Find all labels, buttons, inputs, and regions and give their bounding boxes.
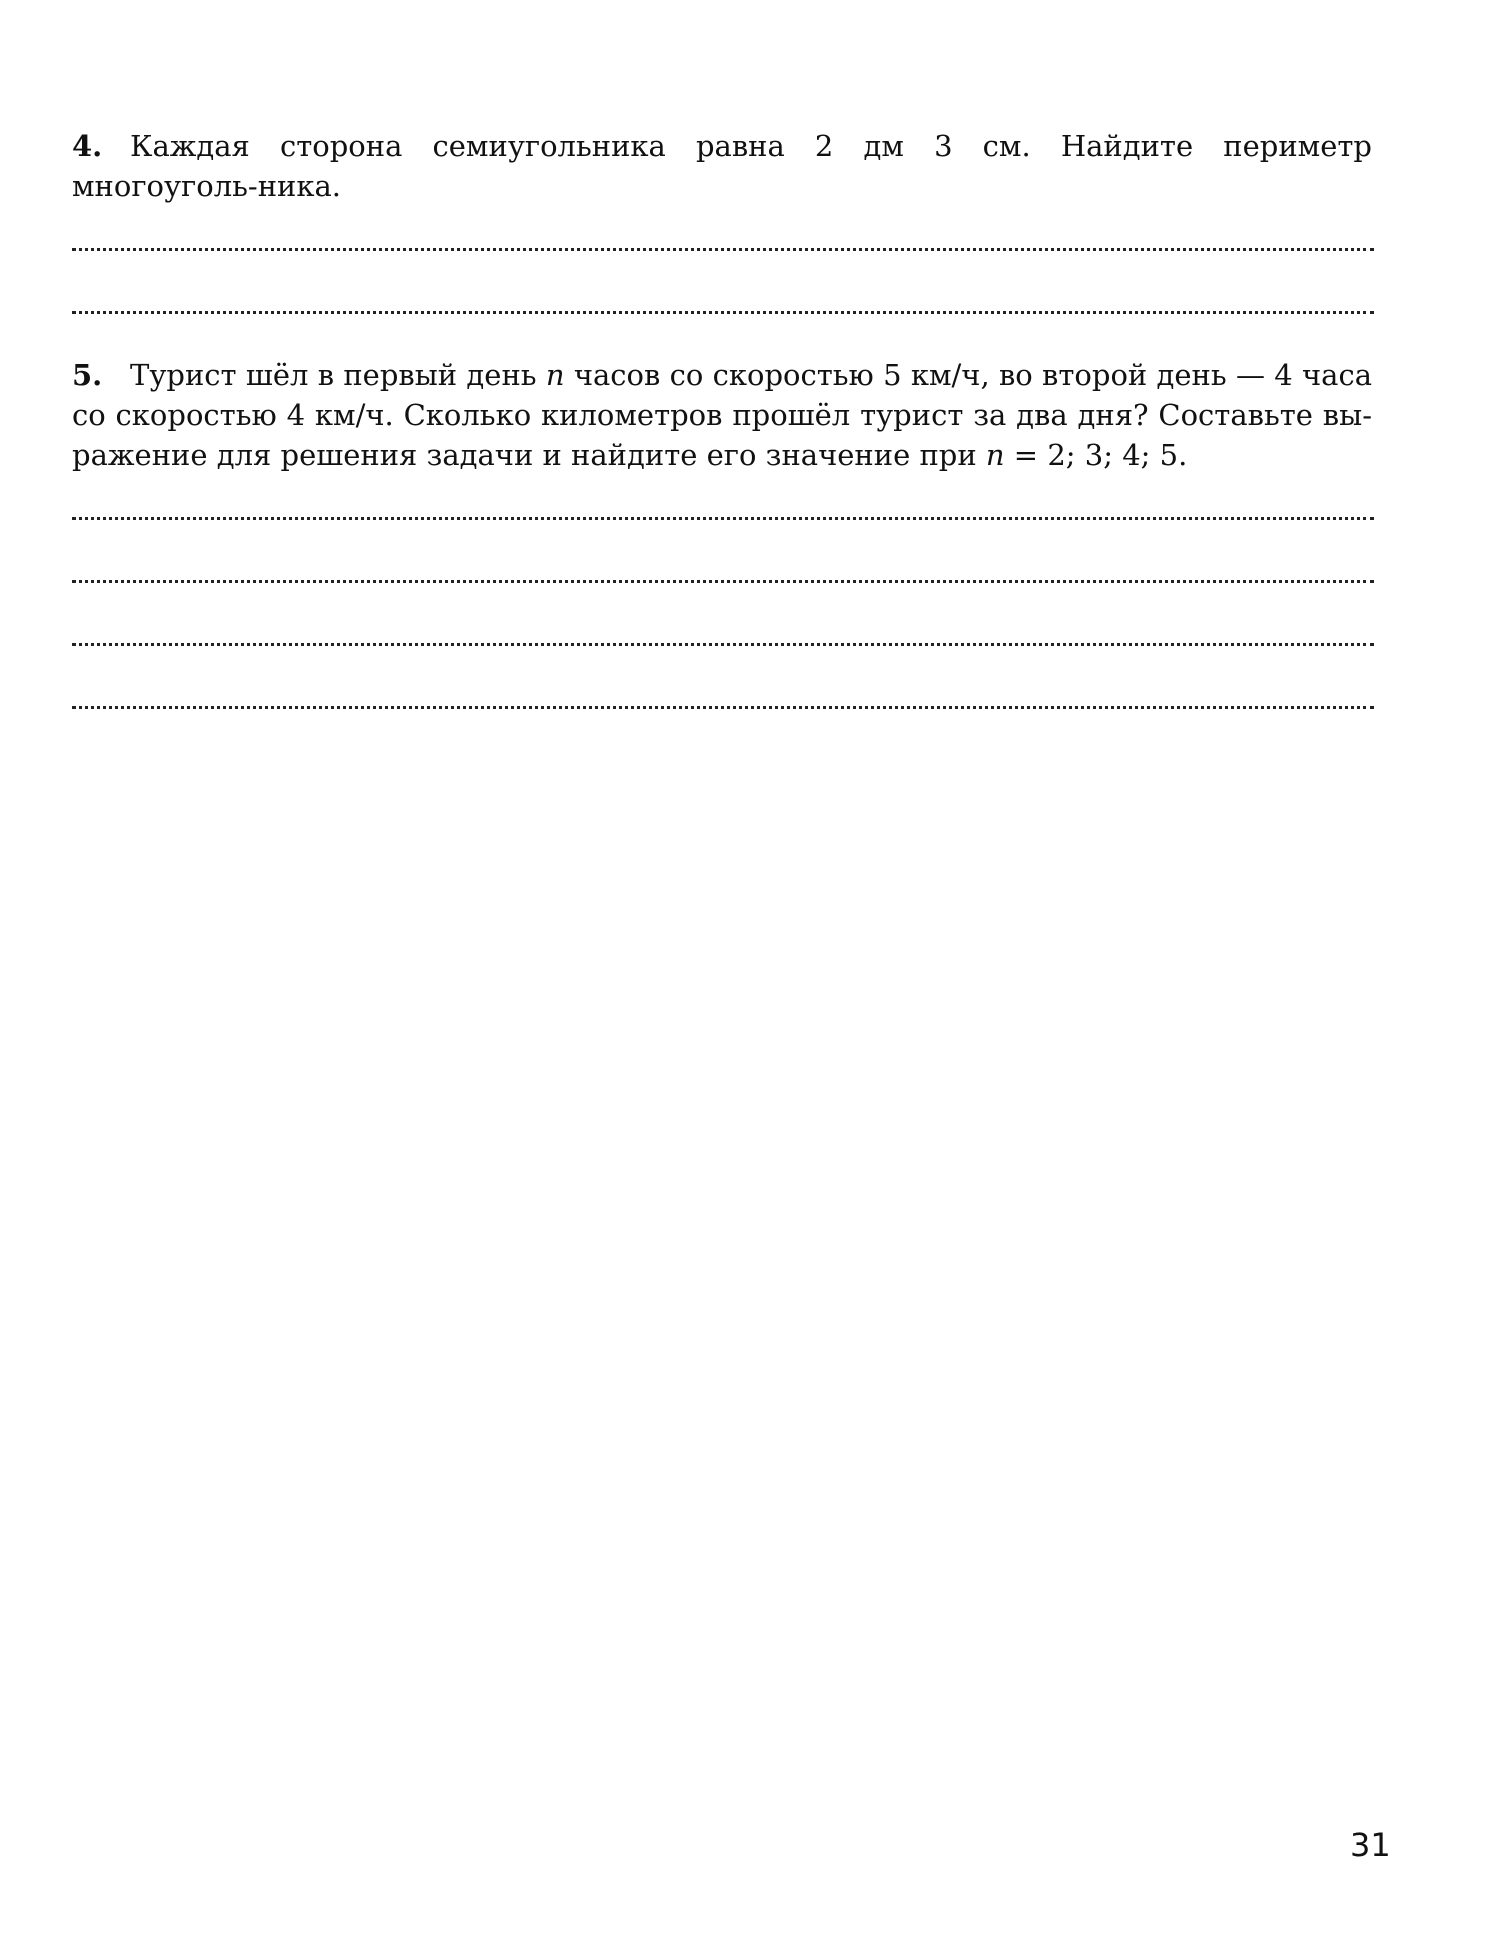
answer-line[interactable] <box>72 248 1374 251</box>
task-4 <box>72 126 1372 206</box>
task-number: 4. <box>72 129 103 163</box>
task-text-part: = 2; 3; 4; 5. <box>1004 438 1188 472</box>
variable-n: n <box>545 358 565 392</box>
answer-line[interactable] <box>72 580 1374 583</box>
page-number: 31 <box>1350 1826 1391 1864</box>
task-text-part: часов со скоростью 5 км/ч, во второй день — 4 часа со скоростью 4 км/ч. Сколько километров прошёл турист за два дня? Составьте вы-ражение для решения задачи и найдите его значение при <box>72 358 1372 472</box>
answer-line[interactable] <box>72 517 1374 520</box>
task-5 <box>72 355 1372 475</box>
task-number: 5. <box>72 358 103 392</box>
task-text-part: Турист шёл в первый день <box>130 358 546 392</box>
answer-line[interactable] <box>72 706 1374 709</box>
task-text: Каждая сторона семиугольника равна 2 дм 3 см. Найдите периметр многоуголь-ника. <box>72 129 1372 203</box>
answer-line[interactable] <box>72 643 1374 646</box>
answer-line[interactable] <box>72 311 1374 314</box>
variable-n: n <box>985 438 1005 472</box>
